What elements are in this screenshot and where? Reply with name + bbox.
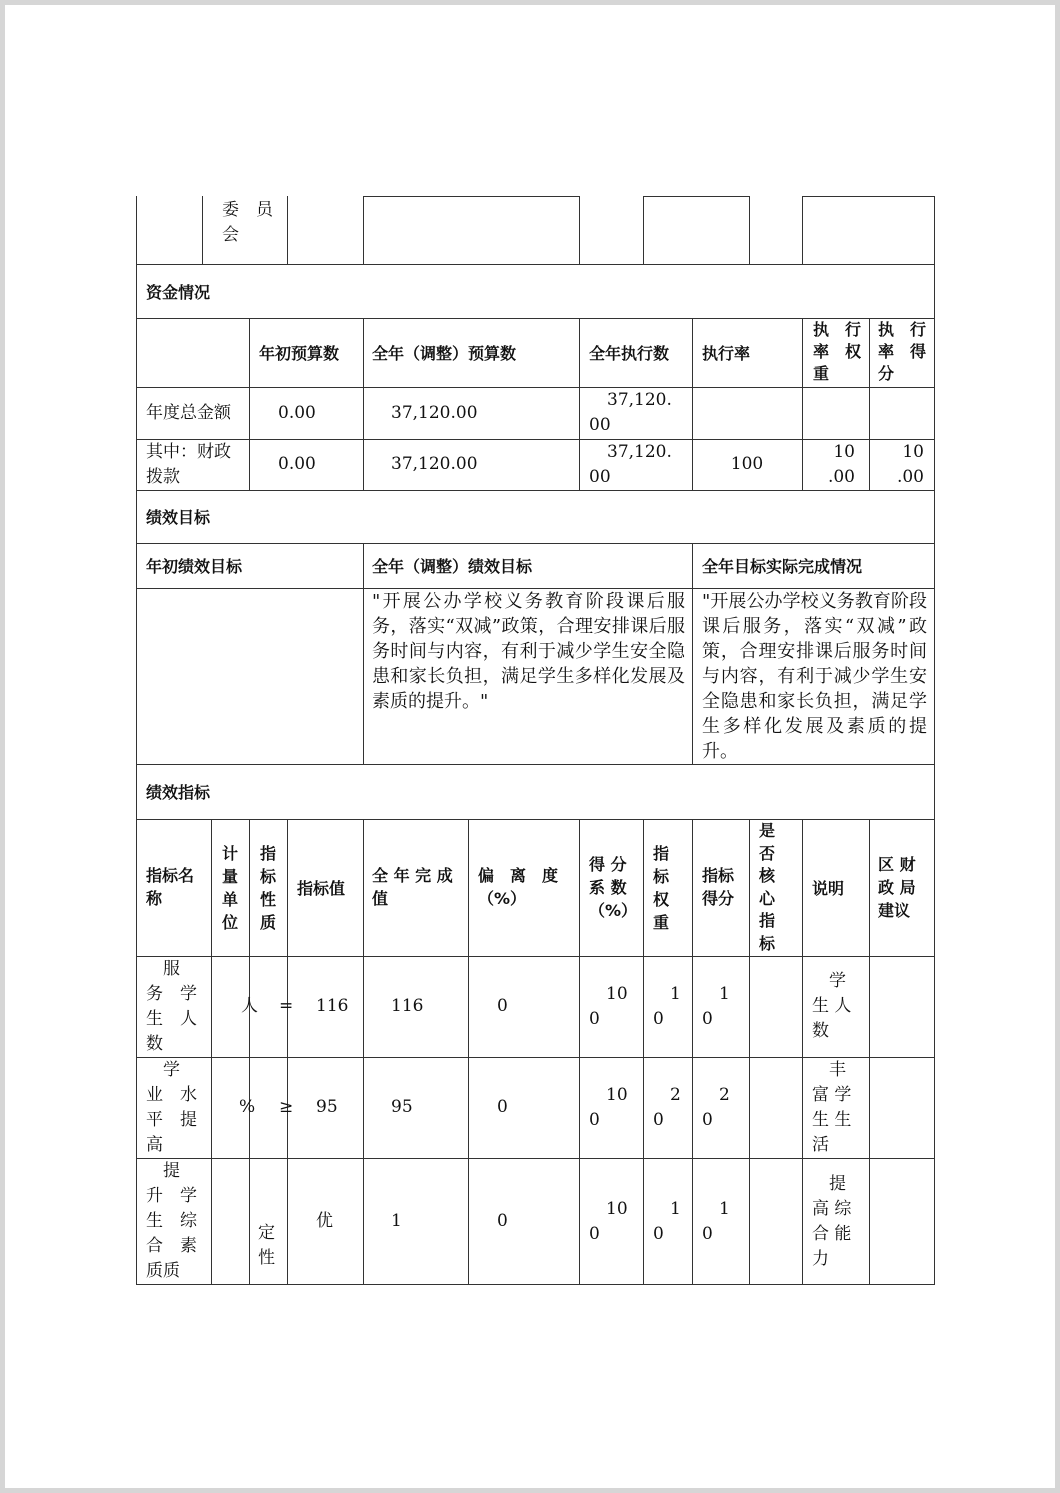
indicator-nature: ≥ xyxy=(279,1097,294,1117)
committee-label: 委 员 会 xyxy=(222,200,273,245)
section-title-goals: 绩效目标 xyxy=(146,508,211,527)
indicator-unit: % xyxy=(239,1097,256,1117)
actual-completion-text: "开展公办学校义务教育阶段课后服务，落实“双减”政策，合理安排课后服务时间与内容，有利于减少学生安全隐患和家长负担，满足学生多样化发展及素质的提升。 xyxy=(702,591,927,762)
header-note: 说明 xyxy=(812,879,845,898)
fund-row-label: 年度总金额 xyxy=(146,403,231,423)
indicator-nature: = xyxy=(279,996,294,1016)
header-indicator-score: 指标 得分 xyxy=(702,866,735,908)
header-exec-rate: 执行率 xyxy=(702,344,751,363)
fund-row-rate: 100 xyxy=(730,454,764,474)
header-initial-goal: 年初绩效目标 xyxy=(146,557,243,576)
header-completed: 全 年 完 成 值 xyxy=(372,866,453,908)
header-deviation: 偏 离 度 （%） xyxy=(478,866,559,908)
indicator-deviation: 0 xyxy=(497,1211,508,1231)
indicator-note: 丰 富 学 生 生 活 xyxy=(812,1060,852,1155)
indicator-score: 1 0 xyxy=(702,984,730,1029)
header-executed: 全年执行数 xyxy=(589,344,670,363)
fund-row-label: 其中：财政 拨款 xyxy=(146,442,231,487)
indicator-weight: 2 0 xyxy=(653,1085,681,1130)
indicator-coef: 10 0 xyxy=(589,1199,628,1244)
indicator-coef: 10 0 xyxy=(589,1085,628,1130)
indicator-unit: 人 xyxy=(241,996,258,1016)
header-weight: 指 标 权 重 xyxy=(653,844,670,932)
performance-table xyxy=(136,196,934,1285)
header-score-coef: 得 分 系 数 （%） xyxy=(589,855,638,920)
fund-row-initial: 0.00 xyxy=(278,454,316,474)
adjusted-goal-text: "开展公办学校义务教育阶段课后服务，落实“双减”政策，合理安排课后服务时间与内容，有利于减少学生安全隐患和家长负担，满足学生多样化发展及素质的提升。" xyxy=(372,591,685,712)
indicator-value: 优 xyxy=(316,1211,333,1231)
indicator-score: 1 0 xyxy=(702,1199,730,1244)
header-unit: 计 量 单 位 xyxy=(222,844,239,932)
header-indicator-name: 指标名 称 xyxy=(146,866,195,908)
header-value: 指标值 xyxy=(297,879,346,898)
header-core-indicator: 是 否 核 心 指 标 xyxy=(759,821,776,953)
document-page xyxy=(5,5,1055,1488)
indicator-name: 提 升 学 生 综 合 素 质质 xyxy=(146,1161,197,1281)
fund-row-score: 10 .00 xyxy=(896,442,924,487)
indicator-name: 服 务 学 生 人 数 xyxy=(146,959,197,1054)
fund-row-adjusted: 37,120.00 xyxy=(391,403,478,423)
header-rate-score: 执 行 率 得 分 xyxy=(878,320,927,383)
fund-row-adjusted: 37,120.00 xyxy=(391,454,478,474)
header-rate-weight: 执 行 率 权 重 xyxy=(813,320,862,383)
header-adjusted-goal: 全年（调整）绩效目标 xyxy=(372,557,533,576)
indicator-weight: 1 0 xyxy=(653,984,681,1029)
indicator-completed: 95 xyxy=(391,1097,413,1117)
indicator-value: 116 xyxy=(316,996,349,1016)
indicator-note: 提 高 综 合 能 力 xyxy=(812,1174,852,1269)
fund-row-initial: 0.00 xyxy=(278,403,316,423)
fund-row-executed: 37,120. 00 xyxy=(589,442,672,487)
indicator-weight: 1 0 xyxy=(653,1199,681,1244)
header-advice: 区 财 政 局 建议 xyxy=(878,855,916,920)
section-title-indicators: 绩效指标 xyxy=(146,783,211,802)
indicator-value: 95 xyxy=(316,1097,338,1117)
indicator-completed: 116 xyxy=(391,996,424,1016)
fund-row-weight: 10 .00 xyxy=(827,442,855,487)
header-actual-completion: 全年目标实际完成情况 xyxy=(702,557,863,576)
indicator-name: 学 业 水 平 提 高 xyxy=(146,1060,197,1155)
fund-row-executed: 37,120. 00 xyxy=(589,390,672,435)
indicator-deviation: 0 xyxy=(497,1097,508,1117)
header-adjusted-budget: 全年（调整）预算数 xyxy=(372,344,517,363)
header-initial-budget: 年初预算数 xyxy=(259,344,340,363)
indicator-nature: 定 性 xyxy=(258,1223,275,1268)
header-nature: 指 标 性 质 xyxy=(260,844,277,932)
indicator-deviation: 0 xyxy=(497,996,508,1016)
indicator-completed: 1 xyxy=(391,1211,402,1231)
indicator-note: 学 生 人 数 xyxy=(812,971,852,1041)
indicator-score: 2 0 xyxy=(702,1085,730,1130)
section-title-funds: 资金情况 xyxy=(146,283,211,302)
indicator-coef: 10 0 xyxy=(589,984,628,1029)
